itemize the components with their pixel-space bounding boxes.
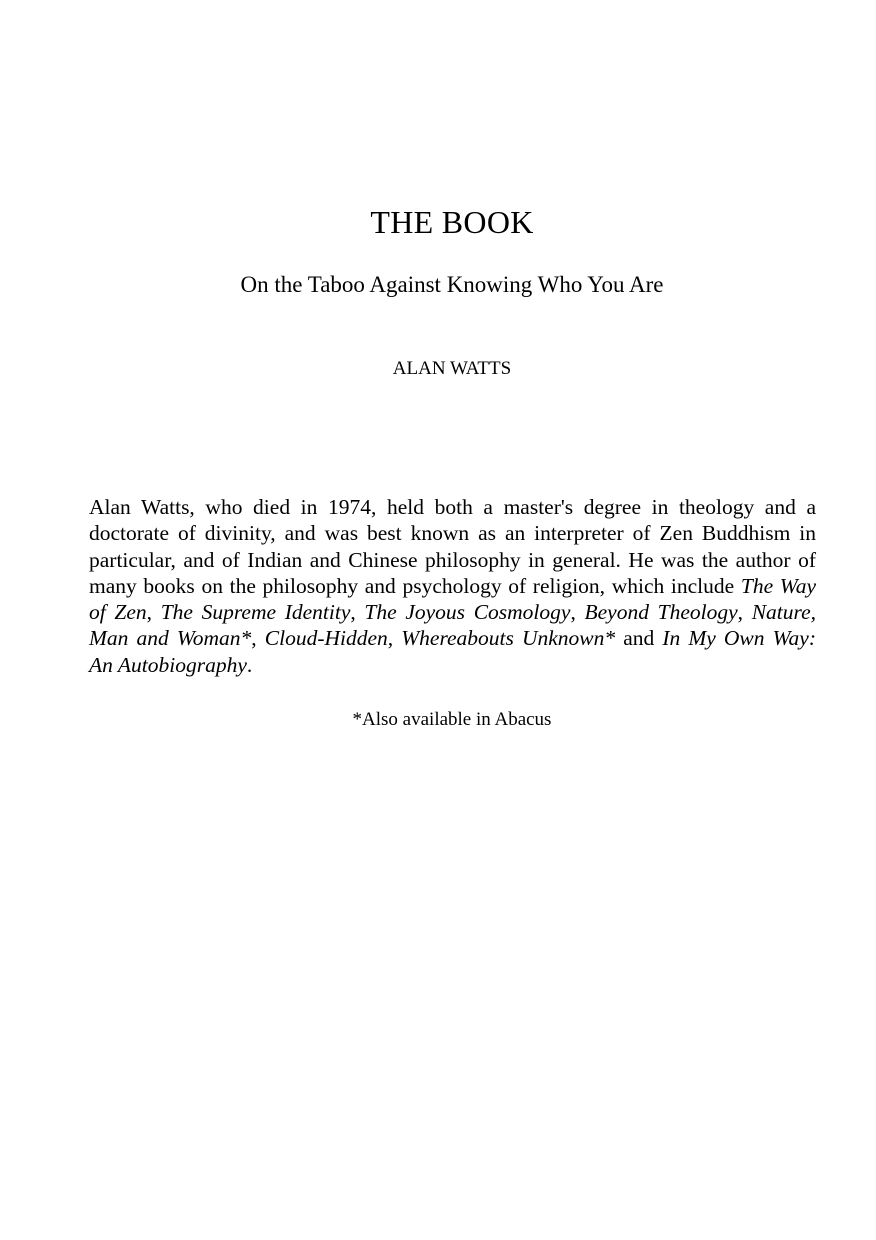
book-subtitle: On the Taboo Against Knowing Who You Are [240, 272, 664, 297]
author-biography [89, 494, 816, 678]
book-title-nature-man-woman: Nature, Man and Woman* [89, 600, 817, 651]
bio-separator: , [146, 600, 161, 625]
book-title-joyous-cosmology: The Joyous Cosmology [364, 600, 571, 625]
bio-separator: , [570, 600, 585, 625]
bio-separator: , [251, 626, 265, 651]
book-title-supreme-identity: The Supreme Identity [160, 600, 351, 625]
availability-footnote: *Also available in Abacus [352, 709, 552, 730]
book-title-in-my-own-way: In My Own Way: An Autobiography [89, 626, 817, 677]
author-name: ALAN WATTS [392, 358, 512, 379]
book-title-beyond-theology: Beyond Theology [584, 600, 738, 625]
bio-separator: , [737, 600, 752, 625]
book-title-way-of-zen: The Way of Zen [89, 573, 816, 625]
bio-intro-text: Alan Watts, who died in 1974, held both a master's degree in theology and a doctorate of divinity, and was best known as an interpreter of Zen Buddhism in particular, and of Indian and Chinese philosophy in general. He was the author of many books on the philosophy and psychology of religion, which include [89, 495, 816, 598]
bio-conjunction: and [615, 626, 663, 651]
book-title: THE BOOK [370, 204, 534, 240]
bio-end-punctuation: . [246, 652, 253, 677]
book-title-cloud-hidden: Cloud-Hidden, Whereabouts Unknown* [264, 626, 616, 651]
bio-separator: , [350, 600, 365, 625]
